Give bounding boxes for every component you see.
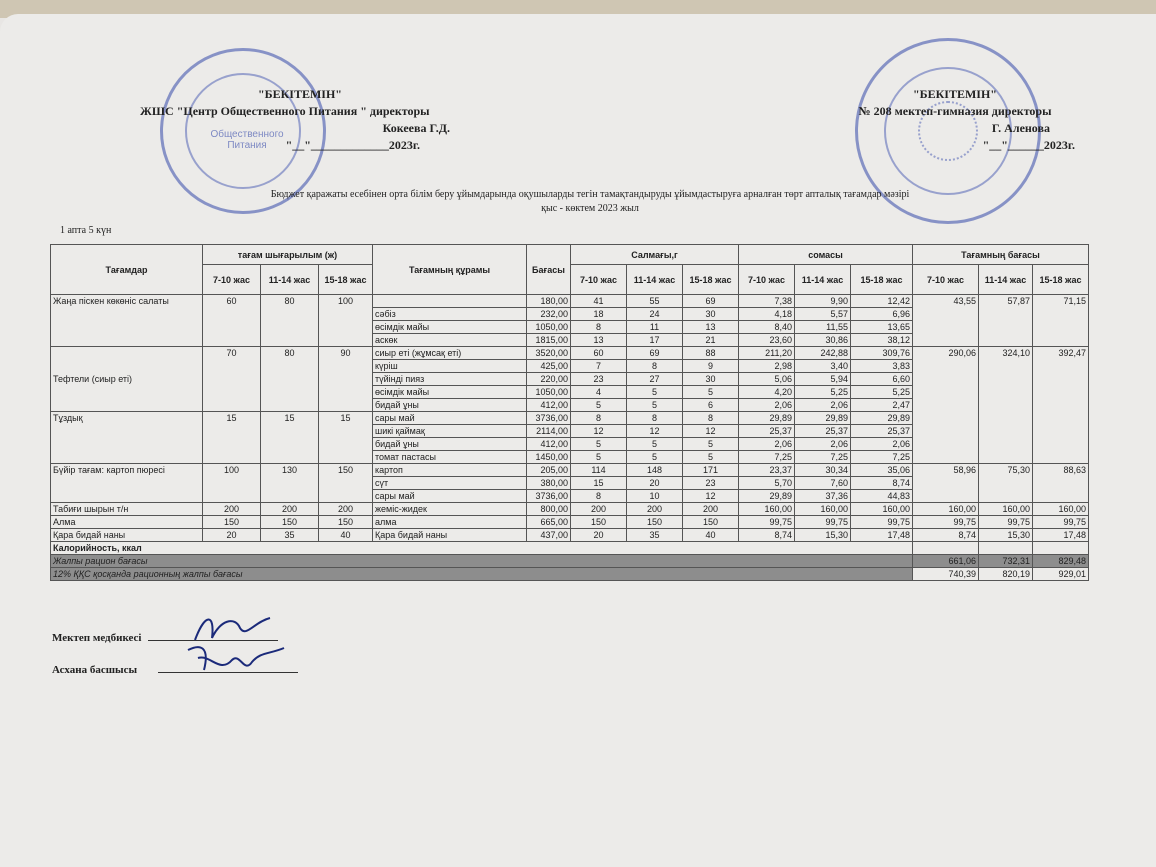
ingredient-cell: Қара бидай наны xyxy=(373,529,527,542)
approve-label-left: "БЕКІТЕМІН" xyxy=(258,87,342,101)
sum-cell: 30,86 xyxy=(795,334,851,347)
director-name-left: Кокеева Г.Д. xyxy=(382,121,450,135)
output-cell: 80 xyxy=(261,347,319,412)
subtitle-line2: қыс - көктем 2023 жыл xyxy=(541,203,639,214)
sum-cell: 9,90 xyxy=(795,295,851,308)
ingredient-cell: шикі қаймақ xyxy=(373,425,527,438)
sum-cell: 5,70 xyxy=(739,477,795,490)
weight-cell: 41 xyxy=(571,295,627,308)
sum-cell: 29,89 xyxy=(851,412,913,425)
sum-cell: 6,60 xyxy=(851,373,913,386)
sum-cell: 23,37 xyxy=(739,464,795,477)
sum-cell: 5,25 xyxy=(851,386,913,399)
sum-cell: 5,25 xyxy=(795,386,851,399)
weight-cell: 8 xyxy=(571,412,627,425)
sum-cell: 160,00 xyxy=(739,503,795,516)
age-col: 15-18 жас xyxy=(319,265,373,295)
output-cell: 150 xyxy=(319,464,373,503)
sum-cell: 309,76 xyxy=(851,347,913,360)
weight-cell: 30 xyxy=(683,308,739,321)
weight-cell: 5 xyxy=(683,386,739,399)
sum-cell: 7,38 xyxy=(739,295,795,308)
price-cell: 180,00 xyxy=(527,295,571,308)
dish-price-cell: 290,06 xyxy=(913,347,979,464)
dish-name-cell: Алма xyxy=(51,516,203,529)
dish-price-cell: 160,00 xyxy=(1033,503,1089,516)
ingredient-cell xyxy=(373,295,527,308)
ingredient-cell: өсімдік майы xyxy=(373,321,527,334)
weight-cell: 8 xyxy=(571,490,627,503)
output-cell: 200 xyxy=(319,503,373,516)
weight-cell: 12 xyxy=(627,425,683,438)
weight-cell: 5 xyxy=(683,451,739,464)
sum-cell: 5,57 xyxy=(795,308,851,321)
output-cell: 100 xyxy=(203,464,261,503)
sum-cell: 4,18 xyxy=(739,308,795,321)
director-title-left: ЖШС "Центр Общественного Питания " директоры xyxy=(140,104,430,118)
output-cell: 35 xyxy=(261,529,319,542)
calories-label xyxy=(51,542,913,555)
sum-cell: 29,89 xyxy=(739,490,795,503)
weight-cell: 200 xyxy=(683,503,739,516)
output-cell: 15 xyxy=(261,412,319,464)
sum-cell: 5,94 xyxy=(795,373,851,386)
dish-price-cell: 58,96 xyxy=(913,464,979,503)
ingredient-cell: сүт xyxy=(373,477,527,490)
weight-cell: 200 xyxy=(571,503,627,516)
vat-total-value: 820,19 xyxy=(979,568,1033,581)
dish-name-cell: Бүйір тағам: картоп пюресі xyxy=(51,464,203,503)
table-row xyxy=(51,503,1089,516)
header-price: Бағасы xyxy=(527,245,571,295)
sum-cell: 8,74 xyxy=(851,477,913,490)
weight-cell: 10 xyxy=(627,490,683,503)
weight-cell: 114 xyxy=(571,464,627,477)
calories-label-text: Калорийность, ккал xyxy=(53,543,142,553)
output-cell: 80 xyxy=(261,295,319,347)
ingredient-cell: аскөк xyxy=(373,334,527,347)
sum-cell: 2,06 xyxy=(851,438,913,451)
output-cell: 150 xyxy=(261,516,319,529)
sum-cell: 25,37 xyxy=(795,425,851,438)
sum-cell: 25,37 xyxy=(739,425,795,438)
weight-cell: 6 xyxy=(683,399,739,412)
header-sum: сомасы xyxy=(739,245,913,265)
weight-cell: 23 xyxy=(683,477,739,490)
subtitle-line1: Бюджет қаражаты есебінен орта білім беру ұйымдарында оқушыларды тегін тамақтандыруды ұйымдастыруға арналған төрт апталық тағамдар мәзірі xyxy=(270,189,910,200)
sum-cell: 160,00 xyxy=(851,503,913,516)
header-output: тағам шығарылым (ж) xyxy=(203,245,373,265)
weight-cell: 88 xyxy=(683,347,739,360)
price-cell: 3736,00 xyxy=(527,412,571,425)
sum-cell: 7,25 xyxy=(795,451,851,464)
output-cell: 40 xyxy=(319,529,373,542)
weight-cell: 69 xyxy=(627,347,683,360)
calories-cell xyxy=(913,542,979,555)
sum-cell: 3,40 xyxy=(795,360,851,373)
sum-cell: 99,75 xyxy=(739,516,795,529)
table-row xyxy=(51,347,1089,360)
left-stamp-text: Общественного Питания xyxy=(210,129,284,151)
header-dish-price: Тағамның бағасы xyxy=(913,245,1089,265)
output-cell: 70 xyxy=(203,347,261,412)
menu-table-body xyxy=(51,295,1089,542)
table-row xyxy=(51,464,1089,477)
sum-cell: 160,00 xyxy=(795,503,851,516)
output-cell: 15 xyxy=(319,412,373,464)
weight-cell: 8 xyxy=(627,360,683,373)
age-col: 11-14 жас xyxy=(795,265,851,295)
dish-price-cell: 71,15 xyxy=(1033,295,1089,347)
price-cell: 205,00 xyxy=(527,464,571,477)
calories-cell xyxy=(979,542,1033,555)
dish-price-cell: 99,75 xyxy=(1033,516,1089,529)
weight-cell: 9 xyxy=(683,360,739,373)
weight-cell: 150 xyxy=(683,516,739,529)
price-cell: 3520,00 xyxy=(527,347,571,360)
header-composition: Тағамның құрамы xyxy=(373,245,527,295)
age-col: 7-10 жас xyxy=(739,265,795,295)
price-cell: 1450,00 xyxy=(527,451,571,464)
sum-cell: 5,06 xyxy=(739,373,795,386)
total-value: 732,31 xyxy=(979,555,1033,568)
weight-cell: 171 xyxy=(683,464,739,477)
dish-price-cell: 15,30 xyxy=(979,529,1033,542)
dish-name-cell: Тефтели (сиыр еті) xyxy=(51,347,203,412)
ingredient-cell: бидай ұны xyxy=(373,438,527,451)
sum-cell: 2,98 xyxy=(739,360,795,373)
sum-cell: 29,89 xyxy=(739,412,795,425)
weight-cell: 148 xyxy=(627,464,683,477)
ingredient-cell: өсімдік майы xyxy=(373,386,527,399)
total-label-text: Жалпы рацион бағасы xyxy=(53,556,148,566)
dish-price-cell: 392,47 xyxy=(1033,347,1089,464)
menu-table xyxy=(50,244,1089,581)
output-cell: 200 xyxy=(203,503,261,516)
sum-cell: 30,34 xyxy=(795,464,851,477)
weight-cell: 150 xyxy=(571,516,627,529)
ingredient-cell: томат пастасы xyxy=(373,451,527,464)
canteen-signature xyxy=(180,640,290,680)
weight-cell: 5 xyxy=(683,438,739,451)
calories-cell xyxy=(1033,542,1089,555)
weight-cell: 20 xyxy=(627,477,683,490)
sum-cell: 35,06 xyxy=(851,464,913,477)
sum-cell: 3,83 xyxy=(851,360,913,373)
age-col: 7-10 жас xyxy=(203,265,261,295)
weight-cell: 5 xyxy=(571,451,627,464)
price-cell: 665,00 xyxy=(527,516,571,529)
weight-cell: 5 xyxy=(627,438,683,451)
sum-cell: 11,55 xyxy=(795,321,851,334)
sum-cell: 2,06 xyxy=(739,399,795,412)
dish-name-cell: Тұздық xyxy=(51,412,203,464)
ingredient-cell: түйінді пияз xyxy=(373,373,527,386)
weight-cell: 27 xyxy=(627,373,683,386)
sum-cell: 23,60 xyxy=(739,334,795,347)
sum-cell: 17,48 xyxy=(851,529,913,542)
output-cell: 20 xyxy=(203,529,261,542)
dish-name-cell: Қара бидай наны xyxy=(51,529,203,542)
approve-label-right: "БЕКІТЕМІН" xyxy=(913,87,997,101)
director-title-right: № 208 мектеп-гимназия директоры xyxy=(858,104,1052,118)
output-cell: 150 xyxy=(203,516,261,529)
header-dishes: Тағамдар xyxy=(51,245,203,295)
price-cell: 380,00 xyxy=(527,477,571,490)
price-cell: 425,00 xyxy=(527,360,571,373)
output-cell: 60 xyxy=(203,295,261,347)
menu-subtitle xyxy=(210,188,970,216)
age-col: 11-14 жас xyxy=(261,265,319,295)
director-name-right: Г. Аленова xyxy=(991,121,1050,135)
ingredient-cell: сары май xyxy=(373,490,527,503)
weight-cell: 23 xyxy=(571,373,627,386)
dish-price-cell: 57,87 xyxy=(979,295,1033,347)
ingredient-cell: жеміс-жидек xyxy=(373,503,527,516)
approval-block-left xyxy=(120,86,480,154)
weight-cell: 69 xyxy=(683,295,739,308)
ingredient-cell: алма xyxy=(373,516,527,529)
weight-cell: 5 xyxy=(627,386,683,399)
ingredient-cell: күріш xyxy=(373,360,527,373)
sum-cell: 25,37 xyxy=(851,425,913,438)
price-cell: 220,00 xyxy=(527,373,571,386)
weight-cell: 5 xyxy=(627,451,683,464)
dish-price-cell: 160,00 xyxy=(979,503,1033,516)
sum-cell: 211,20 xyxy=(739,347,795,360)
total-label xyxy=(51,555,913,568)
weight-cell: 40 xyxy=(683,529,739,542)
vat-total-value: 740,39 xyxy=(913,568,979,581)
sum-cell: 99,75 xyxy=(795,516,851,529)
approval-date-left: "__"_____________2023г. xyxy=(285,138,420,152)
ingredient-cell: бидай ұны xyxy=(373,399,527,412)
age-col: 15-18 жас xyxy=(851,265,913,295)
sum-cell: 8,40 xyxy=(739,321,795,334)
price-cell: 1815,00 xyxy=(527,334,571,347)
dish-price-cell: 160,00 xyxy=(913,503,979,516)
weight-cell: 60 xyxy=(571,347,627,360)
price-cell: 232,00 xyxy=(527,308,571,321)
weight-cell: 17 xyxy=(627,334,683,347)
weight-cell: 5 xyxy=(571,438,627,451)
sum-cell: 12,42 xyxy=(851,295,913,308)
ingredient-cell: картоп xyxy=(373,464,527,477)
price-cell: 437,00 xyxy=(527,529,571,542)
dish-price-cell: 8,74 xyxy=(913,529,979,542)
age-col: 15-18 жас xyxy=(683,265,739,295)
week-day-label: 1 апта 5 күн xyxy=(60,225,112,236)
dish-price-cell: 88,63 xyxy=(1033,464,1089,503)
weight-cell: 5 xyxy=(627,399,683,412)
sum-cell: 7,25 xyxy=(739,451,795,464)
sum-cell: 242,88 xyxy=(795,347,851,360)
dish-name-cell: Жаңа піскен көкөніс салаты xyxy=(51,295,203,347)
age-col: 7-10 жас xyxy=(571,265,627,295)
weight-cell: 7 xyxy=(571,360,627,373)
sum-cell: 7,25 xyxy=(851,451,913,464)
table-row xyxy=(51,516,1089,529)
age-col: 11-14 жас xyxy=(627,265,683,295)
dish-price-cell: 99,75 xyxy=(979,516,1033,529)
sum-cell: 6,96 xyxy=(851,308,913,321)
vat-label xyxy=(51,568,913,581)
weight-cell: 30 xyxy=(683,373,739,386)
output-cell: 15 xyxy=(203,412,261,464)
dish-price-cell: 324,10 xyxy=(979,347,1033,464)
sum-cell: 2,06 xyxy=(739,438,795,451)
medic-label: Мектеп медбикесі xyxy=(52,632,142,644)
sum-cell: 2,47 xyxy=(851,399,913,412)
sum-cell: 13,65 xyxy=(851,321,913,334)
dish-price-cell: 43,55 xyxy=(913,295,979,347)
vat-label-text: 12% ҚҚС қосқанда рационның жалпы бағасы xyxy=(53,569,243,579)
weight-cell: 21 xyxy=(683,334,739,347)
approval-block-right xyxy=(835,86,1075,154)
price-cell: 412,00 xyxy=(527,399,571,412)
output-cell: 90 xyxy=(319,347,373,412)
output-cell: 200 xyxy=(261,503,319,516)
total-value: 661,06 xyxy=(913,555,979,568)
weight-cell: 200 xyxy=(627,503,683,516)
dish-price-cell: 17,48 xyxy=(1033,529,1089,542)
ingredient-cell: сәбіз xyxy=(373,308,527,321)
sum-cell: 15,30 xyxy=(795,529,851,542)
price-cell: 2114,00 xyxy=(527,425,571,438)
sum-cell: 2,06 xyxy=(795,438,851,451)
weight-cell: 20 xyxy=(571,529,627,542)
approval-date-right: "__"______2023г. xyxy=(982,138,1075,152)
sum-cell: 2,06 xyxy=(795,399,851,412)
price-cell: 412,00 xyxy=(527,438,571,451)
weight-cell: 8 xyxy=(571,321,627,334)
canteen-label: Асхана басшысы xyxy=(52,664,138,676)
vat-total-value: 929,01 xyxy=(1033,568,1089,581)
sum-cell: 99,75 xyxy=(851,516,913,529)
weight-cell: 8 xyxy=(627,412,683,425)
age-col: 11-14 жас xyxy=(979,265,1033,295)
header-weight: Салмағы,г xyxy=(571,245,739,265)
output-cell: 100 xyxy=(319,295,373,347)
weight-cell: 4 xyxy=(571,386,627,399)
sum-cell: 44,83 xyxy=(851,490,913,503)
age-col: 7-10 жас xyxy=(913,265,979,295)
price-cell: 1050,00 xyxy=(527,386,571,399)
sum-cell: 29,89 xyxy=(795,412,851,425)
weight-cell: 18 xyxy=(571,308,627,321)
weight-cell: 150 xyxy=(627,516,683,529)
table-row xyxy=(51,295,1089,308)
weight-cell: 24 xyxy=(627,308,683,321)
dish-name-cell: Табиғи шырын т/н xyxy=(51,503,203,516)
weight-cell: 11 xyxy=(627,321,683,334)
weight-cell: 8 xyxy=(683,412,739,425)
total-value: 829,48 xyxy=(1033,555,1089,568)
weight-cell: 55 xyxy=(627,295,683,308)
price-cell: 800,00 xyxy=(527,503,571,516)
ingredient-cell: сиыр еті (жұмсақ еті) xyxy=(373,347,527,360)
weight-cell: 13 xyxy=(571,334,627,347)
weight-cell: 5 xyxy=(571,399,627,412)
output-cell: 150 xyxy=(319,516,373,529)
ingredient-cell: сары май xyxy=(373,412,527,425)
sum-cell: 4,20 xyxy=(739,386,795,399)
sum-cell: 38,12 xyxy=(851,334,913,347)
sum-cell: 8,74 xyxy=(739,529,795,542)
weight-cell: 12 xyxy=(683,490,739,503)
price-cell: 3736,00 xyxy=(527,490,571,503)
price-cell: 1050,00 xyxy=(527,321,571,334)
weight-cell: 12 xyxy=(571,425,627,438)
weight-cell: 13 xyxy=(683,321,739,334)
weight-cell: 35 xyxy=(627,529,683,542)
sum-cell: 37,36 xyxy=(795,490,851,503)
weight-cell: 15 xyxy=(571,477,627,490)
weight-cell: 12 xyxy=(683,425,739,438)
sum-cell: 7,60 xyxy=(795,477,851,490)
dish-price-cell: 75,30 xyxy=(979,464,1033,503)
age-col: 15-18 жас xyxy=(1033,265,1089,295)
dish-price-cell: 99,75 xyxy=(913,516,979,529)
table-row xyxy=(51,529,1089,542)
output-cell: 130 xyxy=(261,464,319,503)
